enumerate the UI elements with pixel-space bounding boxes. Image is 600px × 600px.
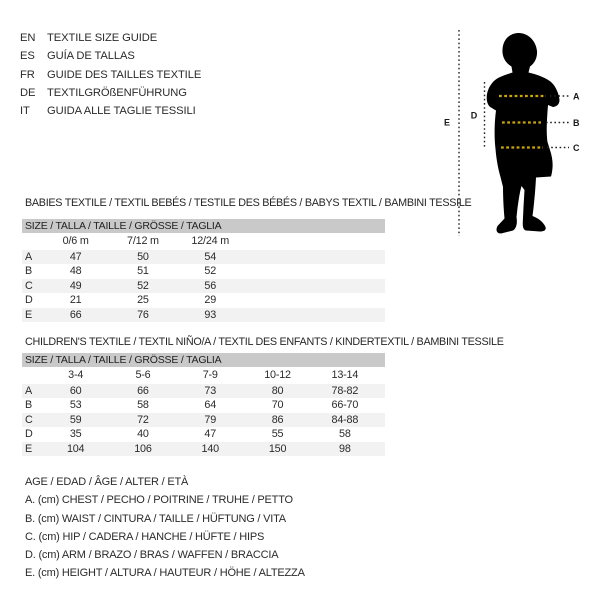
table-row [22, 293, 385, 308]
table-row [22, 250, 385, 265]
babies-section-title: BABIES TEXTILE / TEXTIL BEBÉS / TESTILE DES BÉBÉS / BABYS TEXTIL / BAMBINI TESSILE [25, 197, 472, 209]
size-cell: 50 [137, 250, 149, 263]
size-cell: 86 [271, 413, 284, 426]
column-header: 12/24 m [191, 235, 230, 247]
size-cell: 76 [137, 308, 149, 321]
row-label: A [25, 384, 33, 397]
column-header: 13-14 [331, 369, 359, 381]
size-cell: 35 [69, 428, 82, 441]
table-row [22, 427, 385, 442]
row-label: D [25, 428, 33, 441]
size-cell: 150 [268, 442, 287, 455]
babies-size-header-bar: SIZE / TALLA / TAILLE / GRÖSSE / TAGLIA [22, 219, 385, 233]
size-cell: 80 [271, 384, 284, 397]
column-header: 10-12 [264, 369, 291, 381]
children-size-header-bar: SIZE / TALLA / TAILLE / GRÖSSE / TAGLIA [22, 353, 385, 367]
babies-size-table [22, 234, 385, 322]
language-title: GUÍA DE TALLAS [47, 50, 135, 63]
size-cell: 29 [204, 294, 217, 307]
language-title: TEXTILE SIZE GUIDE [47, 32, 158, 44]
size-cell: 54 [204, 250, 217, 263]
column-header: 0/6 m [62, 235, 89, 247]
size-cell: 140 [201, 442, 219, 455]
language-row-en [20, 29, 201, 47]
size-cell: 98 [339, 442, 351, 455]
size-cell: 49 [69, 279, 82, 292]
size-cell: 21 [69, 294, 82, 307]
size-cell: 70 [271, 399, 284, 412]
size-cell: 25 [137, 294, 149, 307]
children-size-table [22, 368, 385, 456]
column-header: 7-9 [202, 369, 218, 381]
language-code: ES [20, 50, 35, 63]
size-cell: 40 [137, 428, 149, 441]
size-cell: 59 [69, 413, 82, 426]
column-header-spacer [22, 368, 42, 384]
size-cell: 53 [69, 399, 82, 412]
size-cell: 64 [204, 399, 217, 412]
size-cell: 78-82 [331, 384, 359, 397]
size-cell: 72 [137, 413, 149, 426]
table-row [22, 442, 385, 457]
size-cell: 47 [204, 428, 217, 441]
language-title: GUIDE DES TAILLES TEXTILE [47, 68, 202, 81]
row-label: A [25, 250, 33, 263]
table-row [22, 398, 385, 413]
table-row [22, 413, 385, 428]
size-cell: 79 [204, 413, 217, 426]
language-title: TEXTILGRÖßENFÜHRUNG [47, 86, 187, 99]
size-cell: 104 [66, 442, 85, 455]
marker-label-b: B [573, 118, 580, 128]
row-label: C [25, 413, 33, 426]
table-row [22, 264, 385, 279]
babies-column-header-row [22, 234, 385, 250]
size-cell: 47 [69, 250, 82, 263]
row-label: D [25, 294, 33, 307]
column-header: 3-4 [68, 369, 84, 381]
table-row [22, 308, 385, 323]
size-cell: 60 [69, 384, 82, 397]
marker-label-a: A [573, 91, 580, 102]
row-label: E [25, 442, 33, 455]
row-label: C [25, 279, 33, 292]
child-silhouette [487, 33, 560, 234]
language-code: EN [20, 32, 36, 44]
size-cell: 58 [137, 399, 149, 412]
size-cell: 84-88 [331, 413, 359, 426]
marker-label-d: D [470, 110, 478, 121]
legend-line-arm: D. (cm) ARM / BRAZO / BRAS / WAFFEN / BRACCIA [25, 549, 279, 562]
size-cell: 51 [137, 265, 149, 278]
table-row [22, 279, 385, 294]
language-row-es [20, 47, 201, 65]
legend-line-hip: C. (cm) HIP / CADERA / HANCHE / HÜFTE / HIPS [25, 530, 265, 543]
marker-label-c: C [573, 143, 580, 153]
legend-line-height: E. (cm) HEIGHT / ALTURA / HAUTEUR / HÖHE / ALTEZZA [25, 567, 305, 580]
language-title: GUIDA ALLE TAGLIE TESSILI [47, 105, 196, 118]
size-cell: 66 [137, 384, 149, 397]
language-code: DE [20, 86, 36, 99]
legend-line-chest: A. (cm) CHEST / PECHO / POITRINE / TRUHE / PETTO [25, 494, 293, 507]
measurement-legend [25, 473, 305, 583]
row-label: B [25, 399, 33, 412]
column-header: 7/12 m [127, 235, 159, 247]
legend-line-waist: B. (cm) WAIST / CINTURA / TAILLE / HÜFTUNG / VITA [25, 512, 286, 525]
children-column-header-row [22, 368, 385, 384]
table-row [22, 384, 385, 399]
size-cell: 48 [69, 265, 82, 278]
size-cell: 58 [339, 428, 351, 441]
language-row-fr [20, 66, 201, 84]
size-cell: 52 [204, 265, 217, 278]
size-cell: 106 [134, 442, 152, 455]
size-cell: 66 [69, 308, 82, 321]
size-cell: 55 [271, 428, 284, 441]
marker-label-e: E [443, 117, 451, 128]
children-section-title: CHILDREN'S TEXTILE / TEXTIL NIÑO/A / TEXTIL DES ENFANTS / KINDERTEXTIL / BAMBINI TESSILE [25, 336, 504, 348]
language-list [20, 29, 201, 120]
column-header-spacer [22, 234, 42, 250]
size-cell: 73 [204, 384, 217, 397]
legend-line-age: AGE / EDAD / ÂGE / ALTER / ETÀ [25, 476, 189, 488]
language-row-de [20, 84, 201, 102]
row-label: E [25, 308, 33, 321]
language-code: IT [20, 105, 30, 118]
size-cell: 93 [204, 308, 217, 321]
language-code: FR [20, 68, 35, 81]
size-cell: 66-70 [331, 399, 359, 412]
row-label: B [25, 265, 33, 278]
language-row-it [20, 102, 201, 120]
column-header: 5-6 [135, 369, 151, 381]
size-cell: 52 [137, 279, 149, 292]
size-cell: 56 [204, 279, 217, 292]
